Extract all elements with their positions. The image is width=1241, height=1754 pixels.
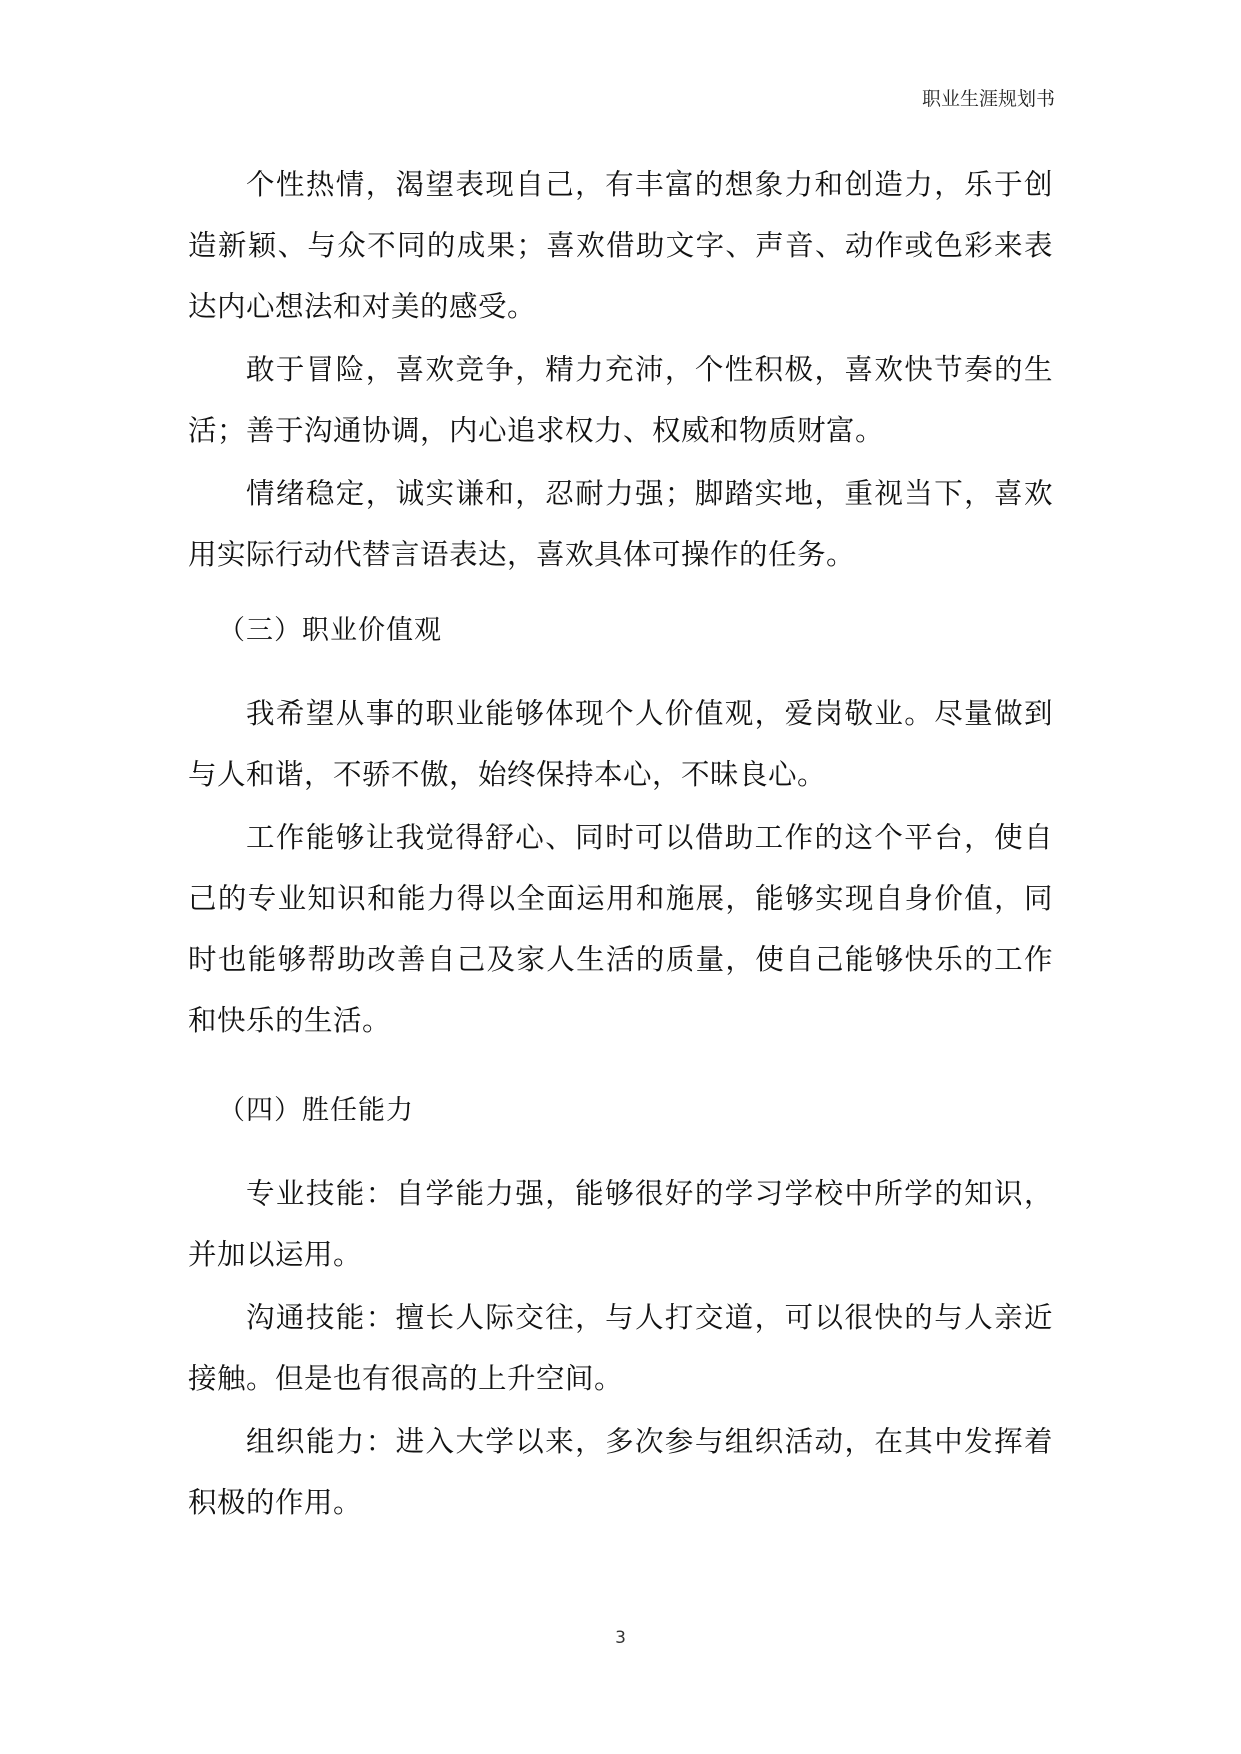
paragraph-professional-skills: 专业技能：自学能力强，能够很好的学习学校中所学的知识，并加以运用。 <box>188 1177 1053 1271</box>
running-header: 职业生涯规划书 <box>921 88 1055 110</box>
section-heading-competencies: （四）胜任能力 <box>218 1095 414 1126</box>
paragraph-realistic-traits: 情绪稳定，诚实谦和，忍耐力强；脚踏实地，重视当下，喜欢用实际行动代替言语表达，喜欢具体可操作的任务。 <box>188 477 1053 571</box>
paragraph-career-values-2: 工作能够让我觉得舒心、同时可以借助工作的这个平台，使自己的专业知识和能力得以全面运用和施展，能够实现自身价值，同时也能够帮助改善自己及家人生活的质量，使自己能够快乐的工作和快乐的生活。 <box>188 821 1053 1037</box>
section-heading-career-values: （三）职业价值观 <box>218 615 442 646</box>
paragraph-organization-skills: 组织能力：进入大学以来，多次参与组织活动，在其中发挥着积极的作用。 <box>188 1425 1053 1519</box>
paragraph-artistic-traits: 个性热情，渴望表现自己，有丰富的想象力和创造力，乐于创造新颖、与众不同的成果；喜欢借助文字、声音、动作或色彩来表达内心想法和对美的感受。 <box>188 168 1053 323</box>
document-body <box>188 154 1053 1535</box>
paragraph-career-values-1: 我希望从事的职业能够体现个人价值观，爱岗敬业。尽量做到与人和谐，不骄不傲，始终保持本心，不昧良心。 <box>188 697 1053 791</box>
paragraph-communication-skills: 沟通技能：擅长人际交往，与人打交道，可以很快的与人亲近接触。但是也有很高的上升空间。 <box>188 1301 1053 1395</box>
paragraph-enterprising-traits: 敢于冒险，喜欢竞争，精力充沛，个性积极，喜欢快节奏的生活；善于沟通协调，内心追求权力、权威和物质财富。 <box>188 353 1053 447</box>
page-number: 3 <box>615 1628 626 1648</box>
